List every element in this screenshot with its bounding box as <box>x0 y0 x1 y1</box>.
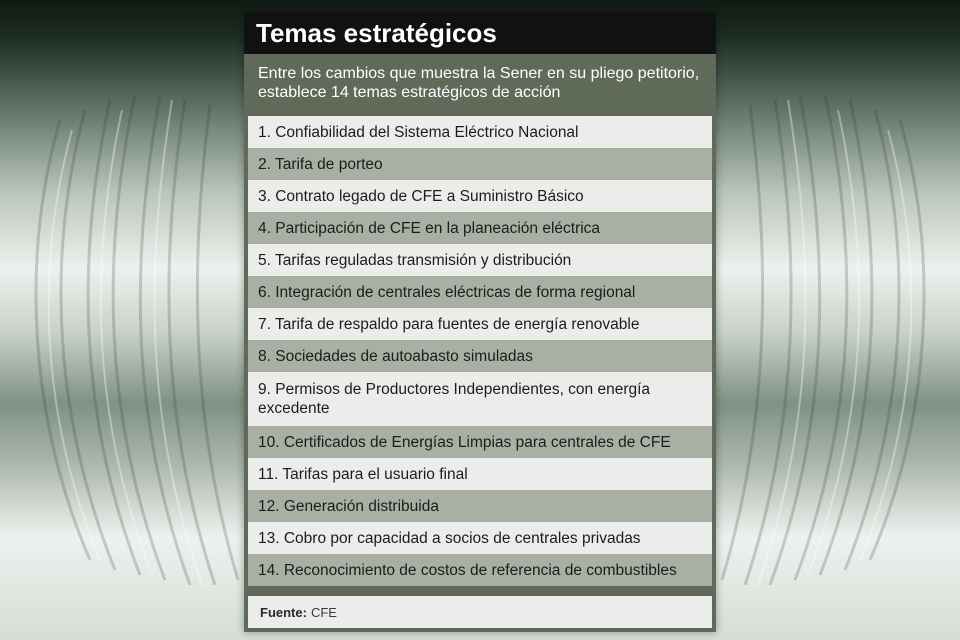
source-label: Fuente: <box>260 604 307 620</box>
card-subtitle: Entre los cambios que muestra la Sener en su pliego petitorio, establece 14 temas estratégicos de acción <box>244 54 716 114</box>
topic-item-6: 6. Integración de centrales eléctricas de forma regional <box>248 276 712 308</box>
topic-item-9: 9. Permisos de Productores Independientes, con energía excedente <box>248 372 712 426</box>
source-line <box>248 596 712 628</box>
topic-item-13: 13. Cobro por capacidad a socios de centrales privadas <box>248 522 712 554</box>
topic-item-10: 10. Certificados de Energías Limpias para centrales de CFE <box>248 426 712 458</box>
topics-list <box>248 116 712 586</box>
topic-item-11: 11. Tarifas para el usuario final <box>248 458 712 490</box>
topic-item-14: 14. Reconocimiento de costos de referencia de combustibles <box>248 554 712 586</box>
topic-item-3: 3. Contrato legado de CFE a Suministro Básico <box>248 180 712 212</box>
source-value: CFE <box>310 604 337 620</box>
topics-card <box>244 12 716 632</box>
topic-item-2: 2. Tarifa de porteo <box>248 148 712 180</box>
topic-item-5: 5. Tarifas reguladas transmisión y distribución <box>248 244 712 276</box>
topic-item-1: 1. Confiabilidad del Sistema Eléctrico Nacional <box>248 116 712 148</box>
topic-item-12: 12. Generación distribuida <box>248 490 712 522</box>
card-title: Temas estratégicos <box>244 12 716 54</box>
topic-item-7: 7. Tarifa de respaldo para fuentes de energía renovable <box>248 308 712 340</box>
topic-item-8: 8. Sociedades de autoabasto simuladas <box>248 340 712 372</box>
topic-item-4: 4. Participación de CFE en la planeación eléctrica <box>248 212 712 244</box>
